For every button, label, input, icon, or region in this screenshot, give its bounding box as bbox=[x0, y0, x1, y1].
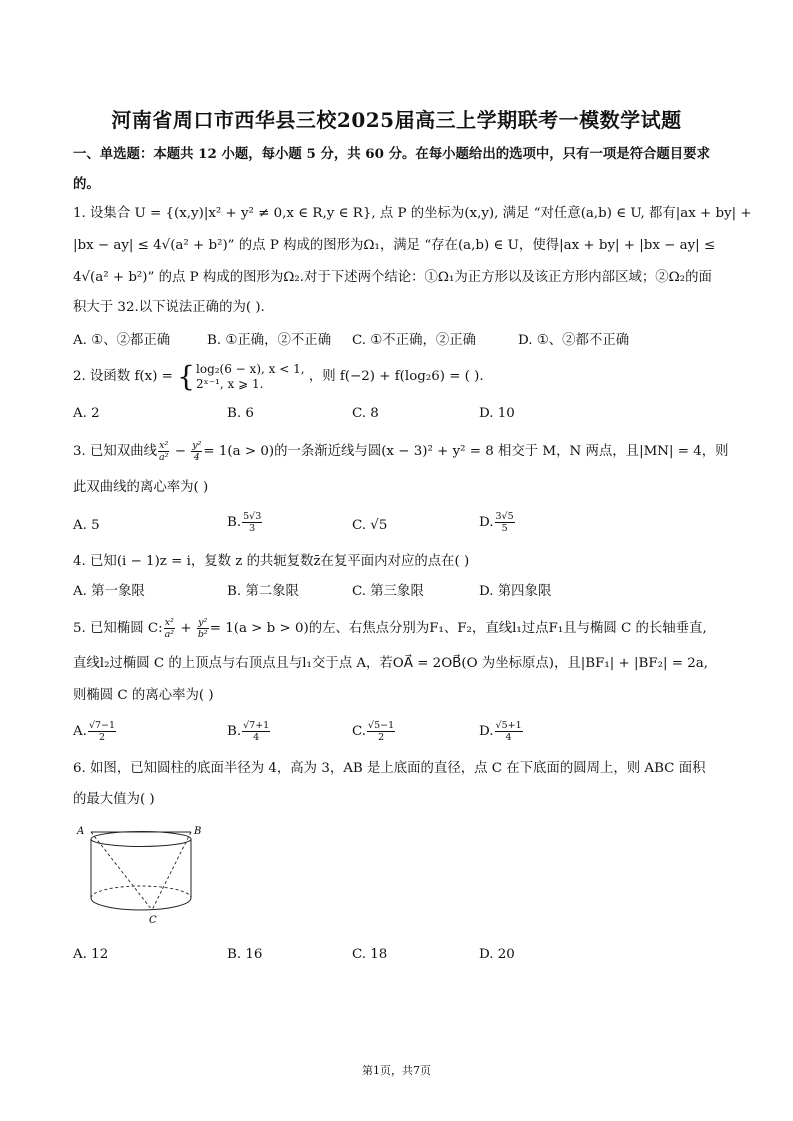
q1-option-d: D. ①、②都不正确 bbox=[518, 333, 630, 348]
q2-case2: 2ˣ⁻¹, x ⩾ 1. bbox=[196, 376, 264, 391]
q2-option-d: D. 10 bbox=[479, 406, 515, 421]
page-title: 河南省周口市西华县三校2025届高三上学期联考一模数学试题 bbox=[111, 108, 682, 132]
q4-option-b: B. 第二象限 bbox=[227, 584, 299, 599]
q4-option-d: D. 第四象限 bbox=[479, 584, 552, 599]
cylinder-figure bbox=[72, 822, 212, 928]
q1-line2: |bx − ay| ≤ 4√(a² + b²)” 的点 P 构成的图形为Ω₁，满足 “存在(a,b) ∈ U，使得|ax + by| + |bx − ay| ≤ bbox=[73, 238, 716, 253]
q3-frac-y: $\frac{\text{y²}}{4}$ bbox=[192, 440, 202, 463]
q5-option-a: A. $\frac{√7-1}{2}$ bbox=[73, 720, 116, 743]
bottom-ellipse-front bbox=[91, 898, 191, 910]
q3-option-d bbox=[479, 510, 516, 536]
q2-case1: log₂(6 − x), x < 1, bbox=[196, 361, 305, 376]
q6-option-b: B. 16 bbox=[227, 947, 263, 962]
q5-suffix: = 1(a > b > 0)的左、右焦点分别为F₁、F₂，直线l₁过点F₁且与椭圆 C 的长轴垂直, bbox=[209, 621, 707, 636]
q5-line2: 直线l₂过椭圆 C 的上顶点与右顶点且与l₁交于点 A，若OA⃗ = 2OB⃗(O 为坐标原点)，且|BF₁| + |BF₂| = 2a, bbox=[73, 656, 709, 671]
q5-option-b-frac: $\frac{√7+1}{4}$ bbox=[243, 720, 270, 743]
q1-option-a: A. ①、②都正确 bbox=[73, 333, 171, 348]
q2-option-c: C. 8 bbox=[352, 406, 379, 421]
q1-line4: 积大于 32.以下说法正确的为( ). bbox=[73, 300, 265, 315]
q3-option-a: A. 5 bbox=[73, 518, 100, 533]
section-heading-line1: 一、单选题：本题共 12 小题，每小题 5 分，共 60 分。在每小题给出的选项中，只有一项是符合题目要求 bbox=[73, 146, 710, 162]
q4-option-c: C. 第三象限 bbox=[352, 584, 424, 599]
q6-line1: 6. 如图，已知圆柱的底面半径为 4，高为 3，AB 是上底面的直径，点 C 在下底面的圆周上，则 ABC 面积 bbox=[73, 761, 706, 776]
q5-frac-y: $\frac{\text{y²}}{\text{b²}}$ bbox=[197, 617, 208, 640]
q2-suffix: ，则 f(−2) + f(log₂6) = ( ). bbox=[308, 369, 484, 384]
q1-line1: 1. 设集合 U = {(x,y)|x² + y² ≠ 0,x ∈ R,y ∈ R}, 点 P 的坐标为(x,y), 满足 “对任意(a,b) ∈ U, 都有|ax + by| + bbox=[73, 206, 752, 221]
q3-option-d-frac: $\frac{3√5}{5}$ bbox=[495, 511, 514, 534]
q2-brace: { bbox=[177, 359, 195, 393]
label-b: B bbox=[194, 826, 202, 837]
q4-line1: 4. 已知(i − 1)z = i，复数 z 的共轭复数z̄在复平面内对应的点在( ) bbox=[73, 554, 470, 569]
q3-option-d-label: D. bbox=[479, 515, 494, 530]
q6-line2: 的最大值为( ) bbox=[73, 792, 155, 807]
q2-prefix: 2. 设函数 f(x) = bbox=[73, 369, 173, 384]
q6-option-d: D. 20 bbox=[479, 947, 515, 962]
section-heading-line2: 的。 bbox=[73, 176, 100, 192]
bottom-ellipse-back bbox=[91, 886, 191, 898]
q6-option-c: C. 18 bbox=[352, 947, 388, 962]
q1-line3: 4√(a² + b²)” 的点 P 构成的图形为Ω₂.对于下述两个结论：①Ω₁为正方形以及该正方形内部区域；②Ω₂的面 bbox=[73, 270, 712, 285]
q5-prefix: 5. 已知椭圆 C: bbox=[73, 621, 163, 636]
q1-option-b: B. ①正确，②不正确 bbox=[207, 333, 332, 348]
q3-frac-x: $\frac{\text{x²}}{\text{a²}}$ bbox=[159, 440, 169, 463]
q2-option-a: A. 2 bbox=[73, 406, 100, 421]
q5-option-a-frac: $\frac{√7-1}{2}$ bbox=[88, 720, 116, 743]
q5-line1: 5. 已知椭圆 C: $\frac{\text{x²}}{\text{a²}}$ + $\frac{\text{y²}}{\text{b²}}$ = 1(a > b > 0)的左、右焦点分别为F₁、F₂，直线l₁过点F₁且与椭圆 C 的长轴垂直, bbox=[73, 617, 707, 640]
q5-option-c-frac: $\frac{√5-1}{2}$ bbox=[368, 720, 395, 743]
q3-option-b bbox=[227, 510, 263, 536]
q3-option-b-label: B. bbox=[227, 515, 242, 530]
q3-prefix: 3. 已知双曲线 bbox=[73, 444, 157, 459]
q1-option-c: C. ①不正确，②正确 bbox=[352, 333, 477, 348]
segment-bc bbox=[152, 832, 191, 910]
page-footer: 第1页，共7页 bbox=[362, 1064, 431, 1077]
q3-line1: 3. 已知双曲线 $\frac{\text{x²}}{\text{a²}}$ − $\frac{\text{y²}}{4}$ = 1(a > 0)的一条渐近线与圆(x − 3)² + y² = 8 相交于 M，N 两点，且|MN| = 4，则 bbox=[73, 440, 729, 463]
q4-option-a: A. 第一象限 bbox=[73, 584, 145, 599]
q6-option-a: A. 12 bbox=[73, 947, 109, 962]
q3-option-c: C. √5 bbox=[352, 518, 388, 533]
q5-option-c: C. $\frac{√5-1}{2}$ bbox=[352, 720, 395, 743]
q5-option-b: B. $\frac{√7+1}{4}$ bbox=[227, 720, 270, 743]
q5-option-d: D. $\frac{√5+1}{4}$ bbox=[479, 720, 522, 743]
q2-line1 bbox=[73, 360, 484, 394]
q2-cases bbox=[196, 362, 305, 392]
q3-suffix: = 1(a > 0)的一条渐近线与圆(x − 3)² + y² = 8 相交于 M，N 两点，且|MN| = 4，则 bbox=[203, 444, 729, 459]
q3-option-b-frac: $\frac{5√3}{3}$ bbox=[243, 511, 262, 534]
q5-line3: 则椭圆 C 的离心率为( ) bbox=[73, 688, 214, 703]
q5-option-d-frac: $\frac{√5+1}{4}$ bbox=[495, 720, 522, 743]
label-c: C bbox=[149, 915, 157, 926]
q3-line2: 此双曲线的离心率为( ) bbox=[73, 480, 209, 495]
top-base-ellipse bbox=[91, 832, 191, 847]
q5-frac-x: $\frac{\text{x²}}{\text{a²}}$ bbox=[164, 617, 175, 640]
label-a: A bbox=[77, 826, 85, 837]
q2-option-b: B. 6 bbox=[227, 406, 254, 421]
